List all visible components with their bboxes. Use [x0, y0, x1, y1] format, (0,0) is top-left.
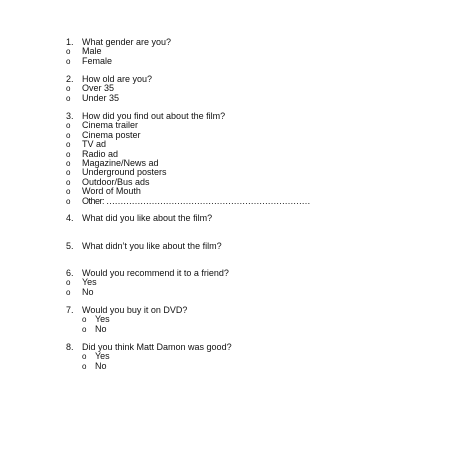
option-label: Outdoor/Bus ads	[82, 176, 150, 187]
question-number: 1.	[66, 37, 74, 47]
option-label: Magazine/News ad	[82, 158, 159, 169]
circle-bullet-icon: o	[82, 315, 87, 325]
question-6	[66, 269, 426, 297]
question-3	[66, 112, 426, 206]
option-label: Radio ad	[82, 148, 119, 159]
option-label: Other: ………………………………………………………………	[82, 195, 311, 206]
question-8	[66, 343, 426, 371]
circle-bullet-icon: o	[66, 149, 71, 159]
option-under-35[interactable]	[66, 94, 426, 103]
circle-bullet-icon: o	[66, 56, 71, 66]
question-text: Did you think Matt Damon was good?	[82, 342, 232, 352]
circle-bullet-icon: o	[66, 187, 71, 197]
option-label: Under 35	[82, 92, 120, 103]
option-yes[interactable]	[66, 278, 426, 287]
circle-bullet-icon: o	[66, 47, 71, 57]
option-no[interactable]	[66, 325, 426, 334]
option-label: Word of Mouth	[82, 186, 141, 197]
circle-bullet-icon: o	[82, 352, 87, 362]
option-label: Female	[82, 55, 113, 66]
question-5	[66, 242, 426, 251]
question-text: What did you like about the film?	[82, 213, 213, 223]
question-text: What gender are you?	[82, 37, 172, 47]
circle-bullet-icon: o	[66, 140, 71, 150]
question-number: 2.	[66, 74, 74, 84]
question-text: How old are you?	[82, 74, 153, 84]
question-number: 3.	[66, 111, 74, 121]
option-label: No	[95, 323, 107, 334]
circle-bullet-icon: o	[66, 121, 71, 131]
question-number: 4.	[66, 213, 74, 223]
circle-bullet-icon: o	[66, 177, 71, 187]
circle-bullet-icon: o	[82, 361, 87, 371]
option-no[interactable]	[66, 288, 426, 297]
option-other[interactable]	[66, 197, 426, 206]
option-no[interactable]	[66, 362, 426, 371]
option-label: Underground posters	[82, 167, 167, 178]
option-tv-ad[interactable]	[66, 140, 426, 149]
option-label: Over 35	[82, 83, 115, 94]
option-label: Yes	[82, 277, 97, 288]
question-number: 6.	[66, 268, 74, 278]
question-2	[66, 75, 426, 103]
circle-bullet-icon: o	[66, 84, 71, 94]
circle-bullet-icon: o	[66, 159, 71, 169]
question-number: 8.	[66, 342, 74, 352]
option-yes[interactable]	[66, 315, 426, 324]
circle-bullet-icon: o	[66, 278, 71, 288]
circle-bullet-icon: o	[66, 93, 71, 103]
circle-bullet-icon: o	[66, 130, 71, 140]
question-text: Would you buy it on DVD?	[82, 305, 188, 315]
circle-bullet-icon: o	[66, 196, 71, 206]
circle-bullet-icon: o	[66, 168, 71, 178]
question-7	[66, 306, 426, 334]
option-label: Cinema trailer	[82, 120, 139, 131]
option-label: Yes	[95, 314, 110, 325]
question-1	[66, 38, 426, 66]
question-4	[66, 214, 426, 223]
option-female[interactable]	[66, 57, 426, 66]
question-number: 5.	[66, 241, 74, 251]
option-label: No	[82, 286, 94, 297]
option-cinema-poster[interactable]	[66, 131, 426, 140]
circle-bullet-icon: o	[82, 324, 87, 334]
option-male[interactable]	[66, 47, 426, 56]
option-yes[interactable]	[66, 352, 426, 361]
option-label: Male	[82, 46, 102, 57]
option-label: Cinema poster	[82, 129, 141, 140]
option-over-35[interactable]	[66, 84, 426, 93]
option-label: TV ad	[82, 139, 107, 150]
question-number: 7.	[66, 305, 74, 315]
question-text: Would you recommend it to a friend?	[82, 268, 229, 278]
option-label: Yes	[95, 351, 110, 362]
option-label: No	[95, 360, 107, 371]
question-text: How did you find out about the film?	[82, 111, 226, 121]
circle-bullet-icon: o	[66, 287, 71, 297]
question-text: What didn’t you like about the film?	[82, 241, 222, 251]
